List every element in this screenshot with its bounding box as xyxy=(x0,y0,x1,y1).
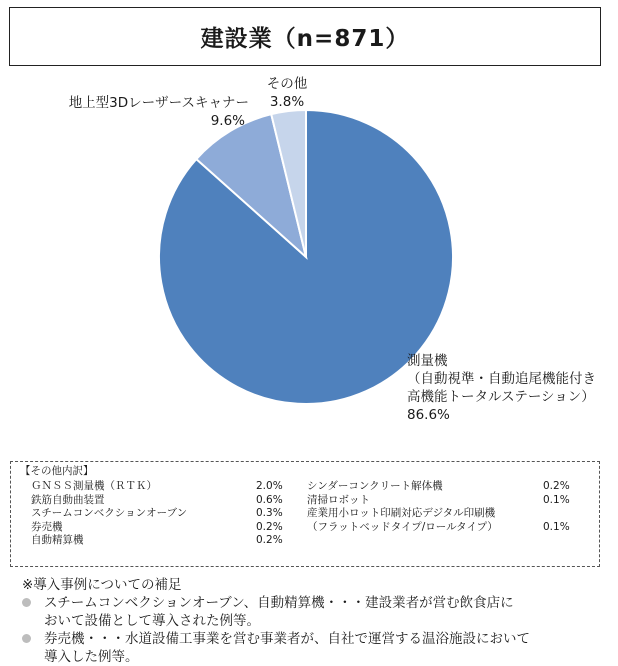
note-text: 券売機・・・水道設備工事業を営む事業者が、自社で運営する温浴施設において 導入した例等。 xyxy=(44,631,530,665)
chart-title: 建設業（n=871） xyxy=(200,26,410,52)
slice-value-label: 3.8% xyxy=(269,94,305,110)
slice-label-3d-scanner xyxy=(40,94,249,130)
breakdown-left-column xyxy=(31,480,291,548)
slice-label-text: 測量機 （自動視準・自動追尾機能付き 高機能トータルステーション） xyxy=(407,353,596,405)
slice-label-other xyxy=(266,75,308,111)
breakdown-title: 【その他内訳】 xyxy=(20,465,94,477)
other-breakdown-box xyxy=(10,461,600,567)
breakdown-item: スチームコンベクションオーブン 0.3% xyxy=(31,507,283,519)
chart-title-box xyxy=(9,7,601,66)
breakdown-item: （フラットベッドタイプ/ロールタイプ） 0.1% xyxy=(307,520,570,533)
note-text: スチームコンベクションオーブン、自動精算機・・・建設業者が営む飲食店に おいて設備として導入された例等。 xyxy=(44,595,514,629)
bullet-icon xyxy=(22,634,31,643)
breakdown-item: シンダーコンクリート解体機 0.2% xyxy=(307,480,570,492)
breakdown-item: 産業用小ロット印刷対応デジタル印刷機 xyxy=(307,507,496,519)
bullet-icon xyxy=(22,598,31,607)
breakdown-item: 自動精算機 0.2% xyxy=(31,534,283,546)
slice-value-label: 86.6% xyxy=(407,407,450,423)
slice-label-text: その他 xyxy=(266,76,308,92)
breakdown-item: 鉄筋自動曲装置 0.6% xyxy=(31,493,283,506)
notes-heading: ※導入事例についての補足 xyxy=(22,577,182,593)
slice-label-text: 地上型3Dレーザースキャナー xyxy=(68,95,249,111)
breakdown-item: ＧＮＳＳ測量機（ＲＴＫ） 2.0% xyxy=(31,480,283,492)
note-item xyxy=(22,630,612,666)
breakdown-item: 清掃ロボット 0.1% xyxy=(307,493,570,506)
note-item xyxy=(22,594,612,630)
supplementary-notes xyxy=(22,576,612,666)
breakdown-right-column xyxy=(307,480,597,534)
breakdown-item: 券売機 0.2% xyxy=(31,520,283,533)
slice-label-survey-instrument xyxy=(407,352,596,424)
slice-value-label: 9.6% xyxy=(210,113,245,129)
